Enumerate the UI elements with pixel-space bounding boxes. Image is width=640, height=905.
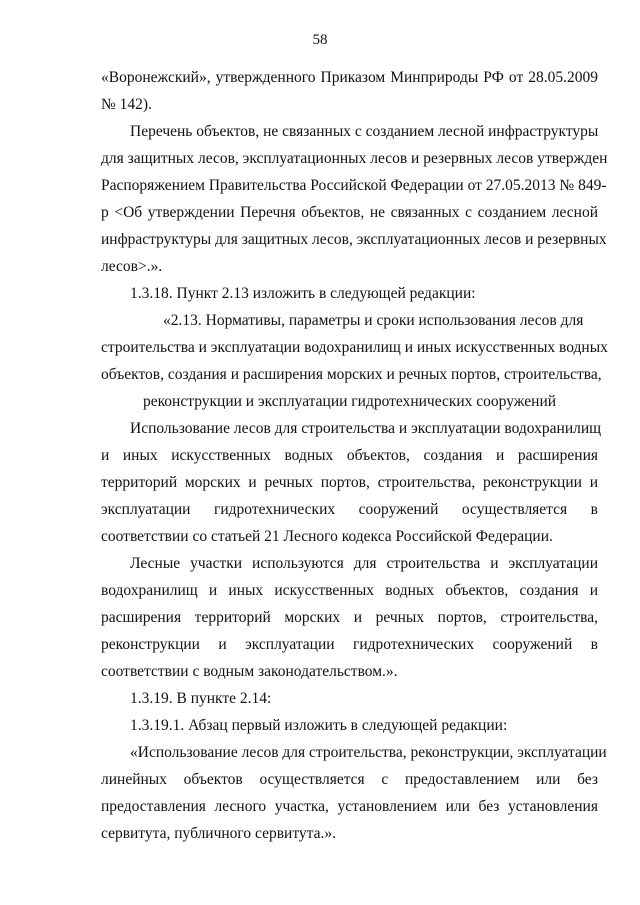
text-line: 1.3.19. В пункте 2.14:: [130, 690, 272, 707]
text-line: водохранилищ и иных искусственных водных объектов, создания и: [101, 582, 598, 599]
text-line: р <Об утверждении Перечня объектов, не связанных с созданием лесной: [101, 204, 598, 221]
text-line: строительства и эксплуатации водохранилищ и иных искусственных водных: [101, 339, 608, 356]
text-line: сервитута, публичного сервитута.».: [101, 825, 337, 842]
text-line: инфраструктуры для защитных лесов, эксплуатационных лесов и резервных: [101, 231, 607, 248]
text-line: соответствии с водным законодательством.».: [101, 663, 398, 680]
text-line: 1.3.19.1. Абзац первый изложить в следующей редакции:: [130, 717, 508, 734]
text-line: эксплуатации гидротехнических сооружений осуществляется в: [101, 501, 598, 518]
text-line: Использование лесов для строительства и эксплуатации водохранилищ: [130, 420, 602, 437]
text-line: реконструкции и эксплуатации гидротехнических сооружений: [142, 393, 557, 410]
text-line: предоставления лесного участка, установлением или без установления: [101, 798, 598, 815]
text-line: 1.3.18. Пункт 2.13 изложить в следующей редакции:: [130, 285, 476, 302]
text-line: Распоряжением Правительства Российской Федерации от 27.05.2013 № 849-: [101, 177, 607, 194]
text-line: расширения территорий морских и речных портов, строительства,: [101, 609, 598, 626]
text-line: «2.13. Нормативы, параметры и сроки использования лесов для: [163, 312, 584, 329]
text-line: соответствии со статьей 21 Лесного кодекса Российской Федерации.: [101, 528, 553, 545]
text-line: «Воронежский», утвержденного Приказом Минприроды РФ от 28.05.2009: [101, 69, 598, 86]
text-line: территорий морских и речных портов, строительства, реконструкции и: [101, 474, 598, 491]
text-line: реконструкции и эксплуатации гидротехнических сооружений в: [101, 636, 598, 653]
text-line: линейных объектов осуществляется с предоставлением или без: [101, 771, 598, 788]
text-line: № 142).: [101, 96, 152, 113]
text-line: Лесные участки используются для строительства и эксплуатации: [130, 555, 598, 572]
text-line: «Использование лесов для строительства, реконструкции, эксплуатации: [130, 744, 607, 761]
text-line: для защитных лесов, эксплуатационных лесов и резервных лесов утвержден: [101, 150, 608, 167]
text-line: лесов>.».: [101, 258, 163, 275]
page-number: 58: [312, 32, 328, 48]
text-line: объектов, создания и расширения морских и речных портов, строительства,: [101, 366, 602, 383]
text-line: Перечень объектов, не связанных с созданием лесной инфраструктуры: [130, 123, 599, 140]
text-line: и иных искусственных водных объектов, создания и расширения: [101, 447, 598, 464]
